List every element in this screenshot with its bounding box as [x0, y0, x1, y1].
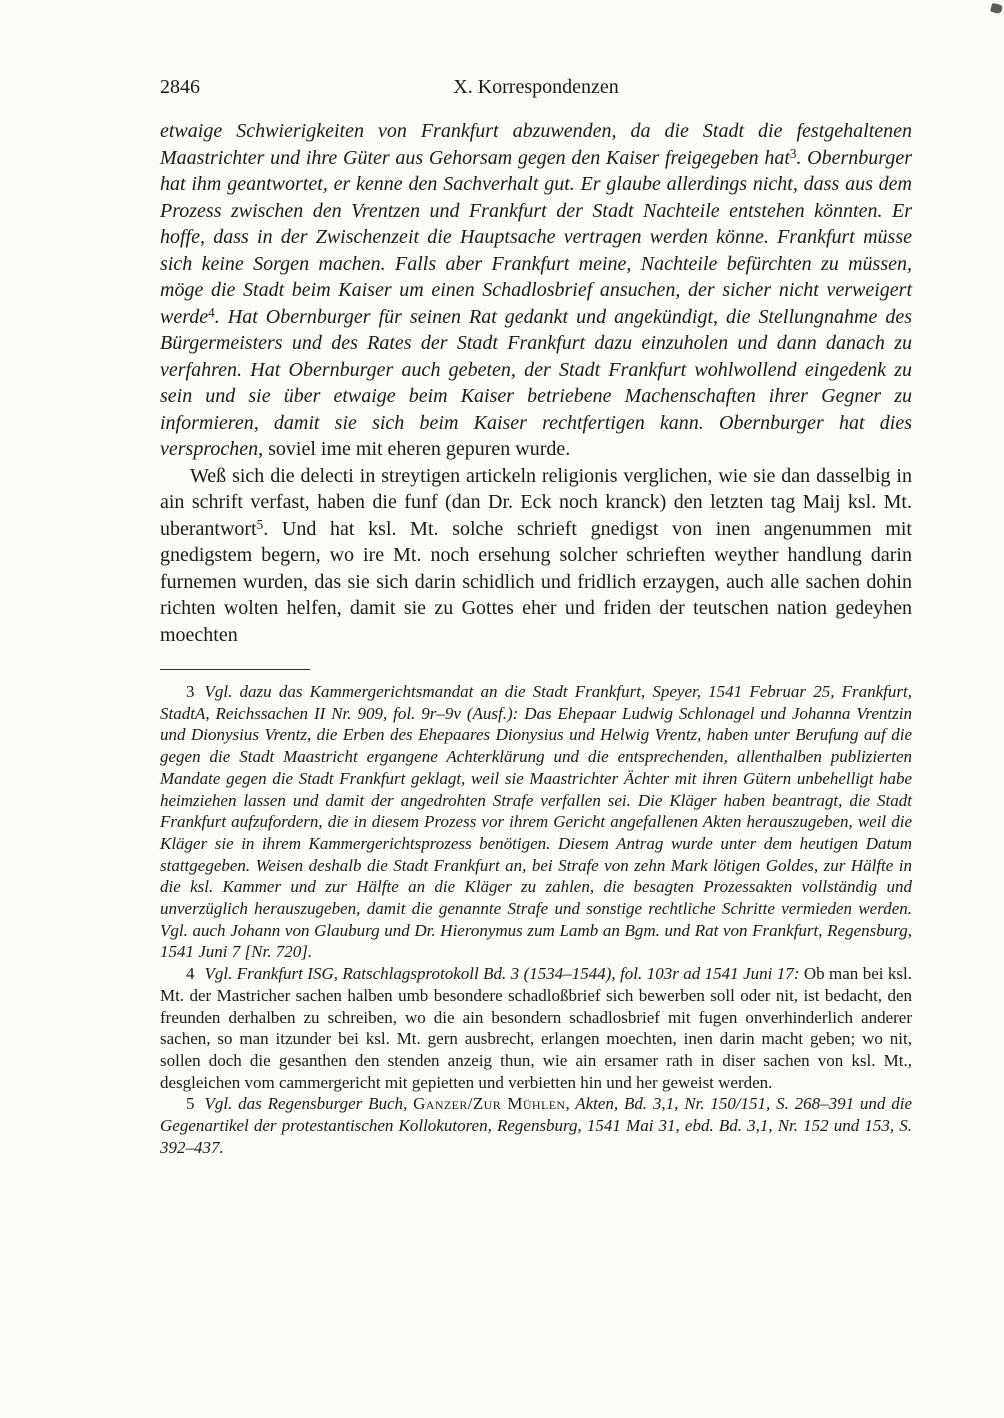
footnote-number: 4 [186, 964, 195, 984]
text-segment: Weß sich die delecti in streytigen artickeln religionis verglichen, wie sie dan dasselbig in ain schrift verfast, haben die funf (dan Dr. Eck noch kranck) den letzten tag Maij ksl. Mt. uberantwort [160, 464, 912, 540]
text-segment: . Obernburger hat ihm geantwortet, er kenne den Sachverhalt gut. Er glaube allerdings nicht, dass aus dem Prozess zwischen den Vrentzen und Frankfurt der Stadt Nachteile entstehen könnten. Er hoffe, dass in der Zwischenzeit die Hauptsache vertragen werden könne. Frankfurt müsse sich keine Sorgen machen. Falls aber Frankfurt meine, Nachteile befürchten zu müssen, möge die Stadt beim Kaiser um einen Schadlosbrief ansuchen, der sicher nicht verweigert werde [160, 146, 912, 328]
text-segment: Ganzer/Zur Mühlen [413, 1094, 566, 1114]
text-segment: Ob man bei ksl. Mt. der Mastricher sachen halben umb besondere schadloßbrief sich bewerben soll oder nit, ist bedacht, den freunden derhalben zu schreiben, wo die ain besondern schadlosbrief mit fugen onverhinderlich anderer sachen, so man itzunder bei ksl. Mt. gern ausbrecht, erlangen moechten, inen darin macht geben; wo nit, sollen doch die gesanthen den stenden anzeig thun, wie ain ersamer rath in diser sachen von ksl. Mt., desgleichen vom cammergericht mit gepietten und verbietten hin und her geweist werden. [160, 964, 912, 1092]
text-segment: Vgl. dazu das Kammergerichtsmandat an die Stadt Frankfurt, Speyer, 1541 Februar 25, Frankfurt, StadtA, Reichssachen II Nr. 909, fol. 9r–9v (Ausf.): Das Ehepaar Ludwig Schlonagel und Johanna Vrentzin und Dionysius Vrentz, die Erben des Ehepaares Dionysius und Helwig Vrentz, haben unter Berufung auf die gegen die Stadt Maastricht ergangene Achterklärung und die entsprechenden, allenthalben publizierten Mandate gegen die Stadt Frankfurt geklagt, weil sie Maastrichter Ächter mit ihren Gütern unbehelligt habe heimziehen lassen und damit der angedrohten Strafe verfallen sei. Die Kläger haben beantragt, die Stadt Frankfurt aufzufordern, die in diesem Prozess vor ihrem Gericht angefallenen Akten herauszugeben, weil die Kläger sie in ihrem Kammergerichtsprozess benötigen. Diesem Antrag wurde unter dem heutigen Datum stattgegeben. Weisen deshalb die Stadt Frankfurt an, bei Strafe von zehn Mark lötigen Goldes, zur Hälfte in die ksl. Kammer und zur Hälfte an die Kläger zu zahlen, die besagten Prozessakten vollständig und unverzüglich herauszugeben, damit die genannte Strafe und sonstige rechtliche Schritte vermieden werden. Vgl. auch Johann von Glauburg und Dr. Hieronymus zum Lamb an Bgm. und Rat von Frankfurt, Regensburg, 1541 Juni 7 [Nr. 720]. [160, 682, 912, 962]
text-segment: Vgl. Frankfurt ISG, Ratschlagsprotokoll Bd. 3 (1534–1544), fol. 103r ad 1541 Juni 17: [204, 964, 804, 984]
text-segment: 4 [208, 304, 215, 320]
footnote-separator-rule [160, 669, 310, 670]
footnote-number: 3 [186, 682, 195, 701]
footnotes-section [160, 681, 912, 1158]
text-segment: . Und hat ksl. Mt. solche schrieft gnedigst von inen angenummen mit gnedigstem begern, wo ire Mt. noch ersehung solcher schrieften weyther handlung darin furnemen wurden, das sie sich darin schidlich und fridlich erzaygen, auch alle sachen dohin richten wolten helfen, damit sie zu Gottes eher und friden der teutschen nation gedeyhen moechten [160, 517, 912, 646]
scan-artifact [990, 3, 1003, 14]
text-segment: soviel ime mit eheren gepuren wurde. [268, 438, 571, 460]
footnote-text [160, 964, 912, 1092]
text-segment: Vgl. das Regensburger Buch, [204, 1094, 414, 1114]
quote-paragraph [160, 463, 912, 649]
footnote-number: 5 [186, 1094, 195, 1114]
text-segment: 5 [256, 516, 264, 532]
footnote-5 [160, 1093, 912, 1158]
text-segment: , Akten, Bd. 3,1, Nr. 150/151, S. 268–391 und die Gegenartikel der protestantischen Kollokutoren, Regensburg, 1541 Mai 31, ebd. Bd. 3,1, Nr. 152 und 153, S. 392–437. [160, 1094, 912, 1157]
footnote-3 [160, 681, 912, 963]
text-segment: . Hat Obernburger für seinen Rat gedankt und angekündigt, die Stellungnahme des Bürgermeisters und des Rates der Stadt Frankfurt dazu einzuholen und dann danach zu verfahren. Hat Obernburger auch gebeten, der Stadt Frankfurt wohlwollend eingedenk zu sein und sie über etwaige beim Kaiser betriebene Machenschaften ihrer Gegner zu informieren, damit sie sich beim Kaiser rechtfertigen kann. Obernburger hat dies versprochen, [160, 305, 912, 460]
page-number: 2846 [160, 76, 200, 98]
footnote-text [160, 682, 912, 961]
text-segment: etwaige Schwierigkeiten von Frankfurt abzuwenden, da die Stadt die festgehaltenen Maastrichter und ihre Güter aus Gehorsam gegen den Kaiser freigegeben hat [160, 120, 912, 169]
page-header [160, 76, 912, 102]
footnote-4 [160, 963, 912, 1093]
text-segment: 3 [789, 145, 797, 161]
running-header: X. Korrespondenzen [453, 76, 619, 98]
page-content [160, 76, 912, 1158]
footnote-text [160, 1094, 912, 1156]
regest-paragraph [160, 118, 912, 463]
